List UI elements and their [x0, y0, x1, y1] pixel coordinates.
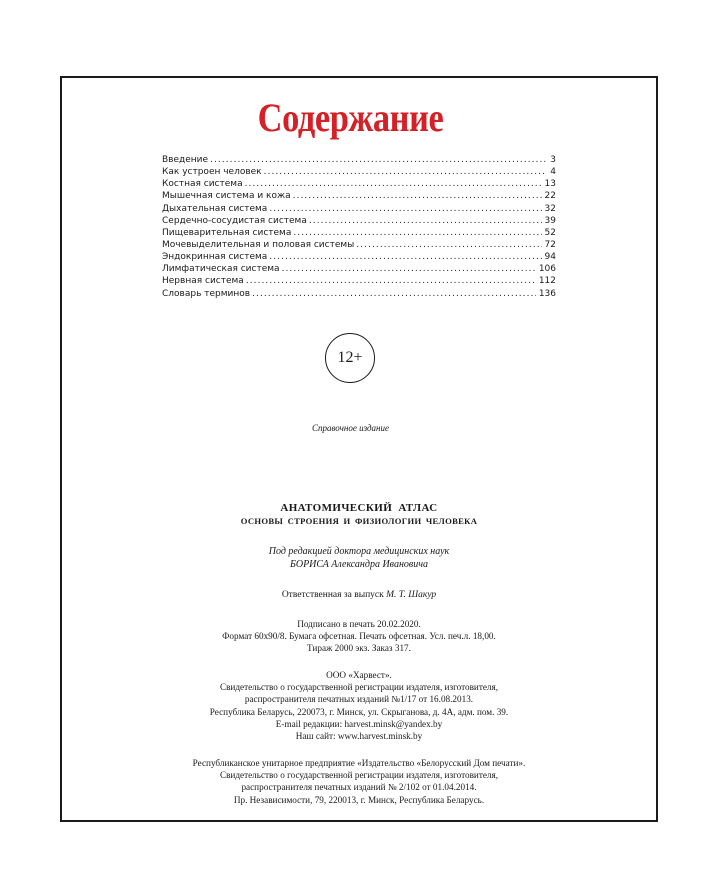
toc-entry-page: 72	[544, 239, 556, 250]
toc-entry-page: 106	[538, 264, 556, 275]
toc-entry-label: Эндокринная система	[162, 252, 268, 263]
editor-line: Под редакцией доктора медицинских наук	[268, 546, 450, 557]
toc-entry[interactable]	[162, 178, 556, 190]
toc-title: Содержание	[257, 95, 444, 140]
print-line: Подписано в печать 20.02.2020.	[297, 619, 421, 629]
toc-leader-dots	[282, 263, 536, 275]
print-line: Тираж 2000 экз. Заказ 317.	[307, 643, 411, 654]
toc-entry[interactable]	[162, 190, 556, 202]
toc-leader-dots	[269, 203, 541, 215]
printer-line: Республиканское унитарное предприятие «Издательство «Белорусский Дом печати».	[192, 758, 526, 768]
toc-leader-dots	[293, 190, 542, 202]
toc-leader-dots	[245, 178, 542, 190]
toc-entry[interactable]	[162, 154, 556, 166]
book-title: АНАТОМИЧЕСКИЙ АТЛАС	[280, 502, 438, 514]
toc-entry-label: Словарь терминов	[162, 288, 251, 299]
toc-entry-page: 94	[544, 252, 556, 263]
printer-line: Пр. Независимости, 79, 220013, г. Минск, Республика Беларусь.	[233, 794, 485, 805]
toc-leader-dots	[246, 275, 536, 287]
toc-entry-page: 13	[544, 179, 556, 190]
toc-leader-dots	[356, 239, 541, 251]
toc-entry-label: Лимфатическая система	[162, 264, 280, 275]
publisher-line: ООО «Харвест».	[326, 670, 392, 680]
publisher-website[interactable]: Наш сайт: www.harvest.minsk.by	[295, 731, 423, 742]
publisher-details	[0, 669, 701, 742]
print-details	[0, 618, 701, 655]
toc-entry[interactable]	[162, 239, 556, 251]
toc-entry-page: 4	[550, 167, 556, 178]
toc-entry-label: Пищеварительная система	[162, 227, 292, 238]
table-of-contents	[162, 154, 556, 300]
toc-entry[interactable]	[162, 227, 556, 239]
toc-leader-dots	[269, 251, 541, 263]
responsible-editor	[0, 590, 701, 600]
toc-entry[interactable]	[162, 215, 556, 227]
toc-leader-dots	[309, 215, 542, 227]
toc-entry-label: Костная система	[162, 179, 243, 190]
toc-entry-page: 39	[544, 215, 556, 226]
toc-entry-label: Мышечная система и кожа	[162, 191, 291, 202]
toc-entry[interactable]	[162, 288, 556, 300]
toc-entry-label: Мочевыделительная и половая системы	[162, 239, 355, 250]
toc-entry-label: Нервная система	[162, 276, 244, 287]
toc-entry-page: 22	[544, 191, 556, 202]
toc-entry[interactable]	[162, 251, 556, 263]
toc-leader-dots	[293, 227, 541, 239]
publisher-email[interactable]: E-mail редакции: harvest.minsk@yandex.by	[275, 718, 443, 729]
toc-entry-label: Как устроен человек	[162, 167, 262, 178]
toc-entry-page: 136	[538, 288, 556, 299]
toc-leader-dots	[264, 166, 548, 178]
toc-leader-dots	[210, 154, 547, 166]
age-rating-badge: 12+	[325, 333, 375, 383]
toc-entry-page: 112	[538, 276, 556, 287]
toc-leader-dots	[252, 288, 536, 300]
publisher-line: Свидетельство о государственной регистрации издателя, изготовителя,	[219, 682, 499, 693]
publisher-line: Республика Беларусь, 220073, г. Минск, ул. Скрыганова, д. 4А, адм. пом. 39.	[209, 706, 509, 717]
toc-entry[interactable]	[162, 166, 556, 178]
toc-entry-label: Сердечно-сосудистая система	[162, 215, 307, 226]
print-line: Формат 60x90/8. Бумага офсетная. Печать офсетная. Усл. печ.л. 18,00.	[222, 631, 496, 642]
responsible-person: М. Т. Шакур	[386, 590, 437, 600]
toc-entry-page: 32	[544, 203, 556, 214]
editor-credit	[0, 545, 701, 571]
toc-entry[interactable]	[162, 203, 556, 215]
publisher-line: распространителя печатных изданий №1/17 от 16.08.2013.	[244, 694, 474, 705]
edition-type: Справочное издание	[312, 423, 389, 433]
toc-entry-page: 3	[550, 155, 556, 165]
printer-line: распространителя печатных изданий № 2/102 от 01.04.2014.	[241, 782, 477, 793]
book-subtitle: ОСНОВЫ СТРОЕНИЯ И ФИЗИОЛОГИИ ЧЕЛОВЕКА	[240, 516, 478, 526]
printer-line: Свидетельство о государственной регистрации издателя, изготовителя,	[219, 770, 499, 781]
toc-entry-page: 52	[544, 227, 556, 238]
printer-details	[0, 757, 701, 806]
toc-entry[interactable]	[162, 263, 556, 275]
editor-name: БОРИСА Александра Ивановича	[289, 559, 429, 570]
toc-entry-label: Введение	[162, 155, 209, 165]
toc-entry[interactable]	[162, 275, 556, 287]
toc-entry-label: Дыхательная система	[162, 203, 268, 214]
responsible-label: Ответственная за выпуск	[281, 590, 384, 600]
